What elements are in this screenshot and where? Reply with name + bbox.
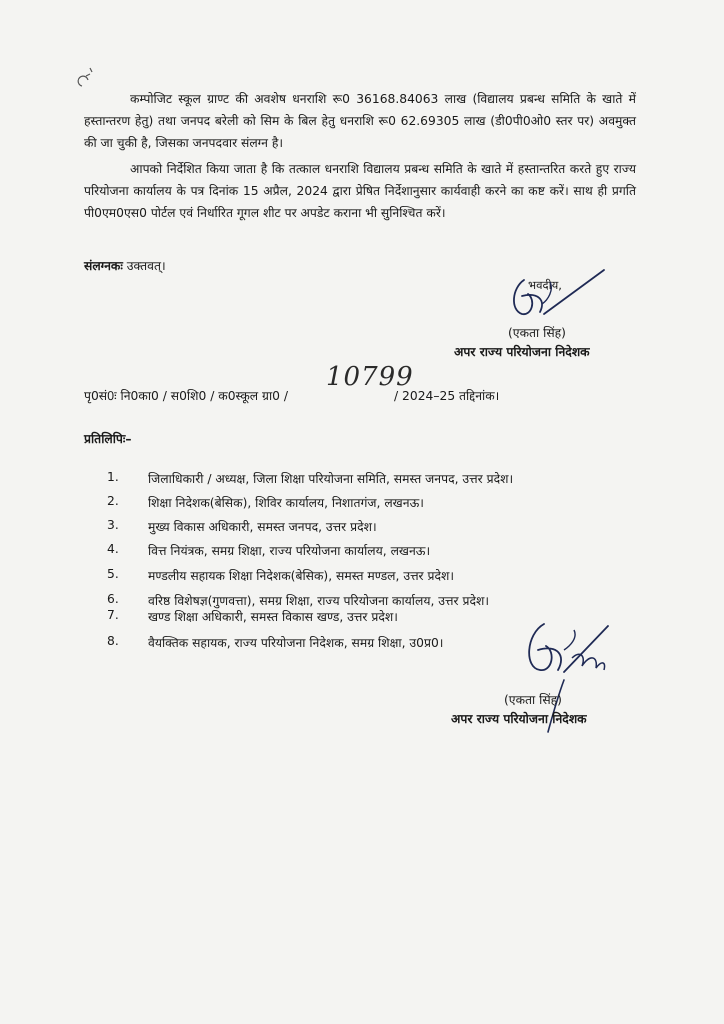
list-item-number: 3.: [107, 518, 119, 532]
enclosure-value: उक्तवत्।: [126, 259, 166, 273]
list-item-number: 5.: [107, 567, 119, 581]
list-item-text: शिक्षा निदेशक(बेसिक), शिविर कार्यालय, निशातगंज, लखनऊ।: [148, 496, 424, 510]
list-item-text: खण्ड शिक्षा अधिकारी, समस्त विकास खण्ड, उत्तर प्रदेश।: [148, 610, 398, 624]
enclosure-label: संलग्नकः: [84, 259, 123, 273]
reference-line: [84, 387, 288, 404]
paragraph-instructions: [84, 158, 636, 224]
reference-prefix: पृ0सं0ः नि0का0 / स0शि0 / क0स्कूल ग्रा0 /: [84, 389, 288, 403]
list-item-text: मण्डलीय सहायक शिक्षा निदेशक(बेसिक), समस्त मण्डल, उत्तर प्रदेश।: [148, 569, 455, 583]
closing-salutation: भवदीय,: [528, 278, 562, 292]
list-item-text: वित्त नियंत्रक, समग्र शिक्षा, राज्य परियोजना कार्यालय, लखनऊ।: [148, 544, 431, 558]
list-item-text: वरिष्ठ विशेषज्ञ(गुणवत्ता), समग्र शिक्षा, राज्य परियोजना कार्यालय, उत्तर प्रदेश।: [148, 594, 490, 608]
signatory-designation-1: अपर राज्य परियोजना निदेशक: [454, 345, 590, 359]
list-item-number: 6.: [107, 592, 119, 606]
paragraph-text: आपको निर्देशित किया जाता है कि तत्काल धनराशि विद्यालय प्रबन्ध समिति के खाते में हस्तान्तरित करते हुए राज्य परियोजना कार्यालय के पत्र दिनांक 15 अप्रैल, 2024 द्वारा प्रेषित निर्देशानुसार कार्यवाही करने का कष्ट करें। साथ ही प्रगति पी0एम0एस0 पोर्टल एवं निर्धारित गूगल शीट पर अपडेट कराना भी सुनिश्चित करें।: [84, 162, 636, 220]
list-item-number: 1.: [107, 470, 119, 484]
signatory-designation-2: अपर राज्य परियोजना निदेशक: [451, 712, 587, 726]
reference-number-handwritten: 10799: [326, 362, 414, 392]
list-item-text: वैयक्तिक सहायक, राज्य परियोजना निदेशक, समग्र शिक्षा, उ0प्र0।: [148, 636, 444, 650]
paragraph-text: कम्पोजिट स्कूल ग्राण्ट की अवशेष धनराशि रू0 36168.84063 लाख (विद्यालय प्रबन्ध समिति के खाते में हस्तान्तरण हेतु) तथा जनपद बरेली को सिम के बिल हेतु धनराशि रू0 62.69305 लाख (डी0पी0ओ0 स्तर पर) अवमुक्त की जा चुकी है, जिसका जनपदवार संलग्न है।: [84, 92, 636, 150]
list-item-number: 4.: [107, 542, 119, 556]
copies-heading: प्रतिलिपिः–: [84, 432, 132, 446]
list-item-text: जिलाधिकारी / अध्यक्ष, जिला शिक्षा परियोजना समिति, समस्त जनपद, उत्तर प्रदेश।: [148, 472, 514, 486]
reference-suffix: / 2024–25 तद्दिनांक।: [394, 389, 500, 403]
list-item-number: 8.: [107, 634, 119, 648]
enclosure-line: [84, 256, 166, 276]
list-item-number: 7.: [107, 608, 119, 622]
signatory-name-1: (एकता सिंह): [508, 326, 566, 340]
list-item-text: मुख्य विकास अधिकारी, समस्त जनपद, उत्तर प्रदेश।: [148, 520, 377, 534]
signatory-name-2: (एकता सिंह): [504, 693, 562, 707]
paragraph-release-amount: [84, 88, 636, 154]
list-item-number: 2.: [107, 494, 119, 508]
reference-suffix-wrap: [394, 387, 499, 404]
